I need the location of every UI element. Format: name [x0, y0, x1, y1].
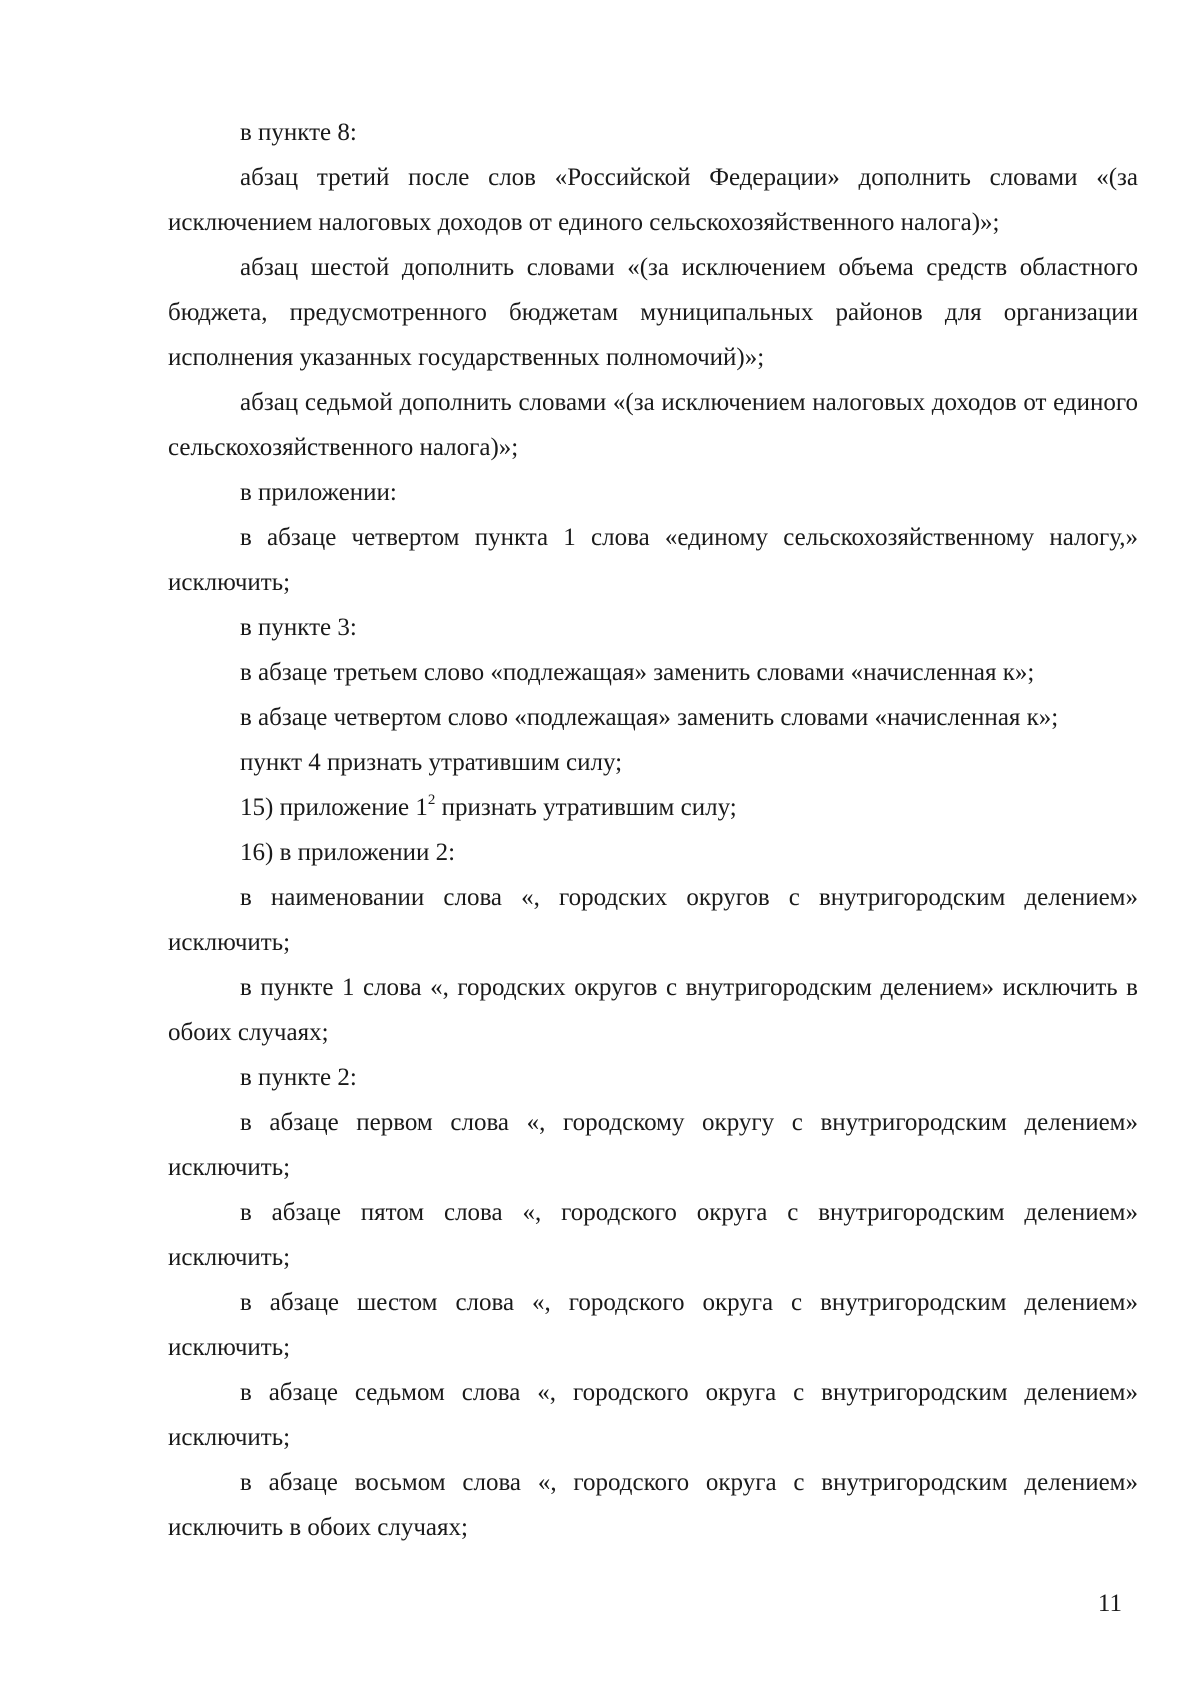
item-15-suffix: признать утратившим силу; — [435, 794, 737, 821]
paragraph: в пункте 3: — [240, 614, 357, 641]
paragraph: абзац седьмой дополнить словами «(за исключением налоговых доходов от единого сельскохозяйственного налога)»; — [168, 389, 1138, 461]
paragraph: в абзаце четвертом слово «подлежащая» заменить словами «начисленная к»; — [240, 704, 1059, 731]
item-15-superscript: 2 — [427, 791, 436, 808]
paragraph: в абзаце седьмом слова «, городского округа с внутригородским делением» исключить; — [168, 1379, 1138, 1451]
paragraph: абзац третий после слов «Российской Федерации» дополнить словами «(за исключением налоговых доходов от единого сельскохозяйственного налога)»; — [168, 164, 1138, 236]
paragraph: в абзаце пятом слова «, городского округа с внутригородским делением» исключить; — [168, 1199, 1138, 1271]
document-body — [168, 110, 1138, 1550]
paragraph: пункт 4 признать утратившим силу; — [240, 749, 623, 776]
paragraph: в пункте 2: — [240, 1064, 357, 1091]
paragraph: в приложении: — [240, 479, 397, 506]
paragraph: абзац шестой дополнить словами «(за исключением объема средств областного бюджета, предусмотренного бюджетам муниципальных районов для организации исполнения указанных государственных полномочий)»; — [168, 254, 1138, 371]
paragraph: в абзаце восьмом слова «, городского округа с внутригородским делением» исключить в обоих случаях; — [168, 1469, 1138, 1541]
paragraph: в абзаце шестом слова «, городского округа с внутригородским делением» исключить; — [168, 1289, 1138, 1361]
paragraph: в пункте 1 слова «, городских округов с внутригородским делением» исключить в обоих случаях; — [168, 974, 1138, 1046]
page-number: 11 — [1097, 1590, 1122, 1617]
item-15-prefix: 15) приложение 1 — [240, 794, 428, 821]
paragraph: в абзаце третьем слово «подлежащая» заменить словами «начисленная к»; — [240, 659, 1035, 686]
paragraph: в пункте 8: — [240, 119, 357, 146]
paragraph: 16) в приложении 2: — [240, 839, 456, 866]
paragraph: в наименовании слова «, городских округов с внутригородским делением» исключить; — [168, 884, 1138, 956]
paragraph: в абзаце первом слова «, городскому округу с внутригородским делением» исключить; — [168, 1109, 1138, 1181]
paragraph-item-15 — [168, 785, 1138, 830]
paragraph: в абзаце четвертом пункта 1 слова «единому сельскохозяйственному налогу,» исключить; — [168, 524, 1138, 596]
